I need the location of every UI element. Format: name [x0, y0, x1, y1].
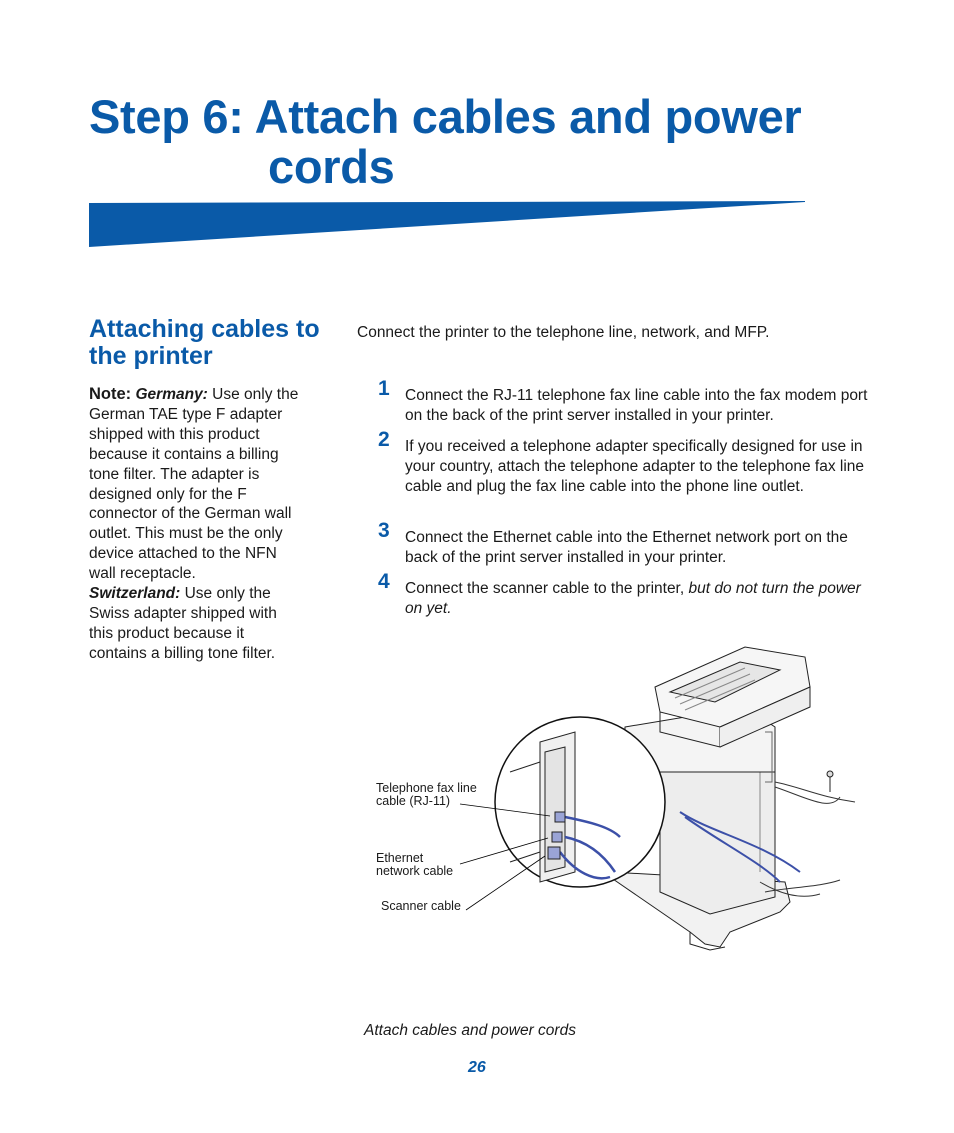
step-text: Connect the Ethernet cable into the Ethernet network port on the back of the print server installed in your printer. [405, 529, 848, 566]
step-text-italic: but do not turn the power on yet. [405, 580, 861, 617]
callout-scanner-cable: Scanner cable [381, 899, 461, 913]
switzerland-label: Switzerland: [89, 585, 181, 603]
step-text: If you received a telephone adapter specifically designed for use in your country, attach the telephone adapter to the telephone fax line cable and plug the fax line cable into the phone line outlet. [405, 438, 865, 495]
page-title [89, 92, 801, 192]
step-number: 2 [378, 428, 390, 451]
intro-text: Connect the printer to the telephone line, network, and MFP. [357, 324, 770, 341]
step-text [405, 579, 875, 619]
step-number: 1 [378, 377, 390, 400]
callout-ethernet-line-2: network cable [376, 864, 454, 878]
callout-ethernet-line-1: Ethernet [376, 851, 424, 865]
step-number: 4 [378, 570, 390, 593]
title-banner [89, 201, 809, 251]
step-text: Connect the RJ-11 telephone fax line cable into the fax modem port on the back of the print server installed in your printer. [405, 387, 868, 424]
note-block [89, 385, 304, 664]
title-line-1: Step 6: Attach cables and power [89, 90, 802, 143]
germany-label: Germany: [135, 386, 208, 403]
germany-text: Use only the German TAE type F adapter shipped with this product because it contains a billing tone filter. The adapter is designed only for the F connector of the German wall outlet. This must be the only device attached to the NFN wall receptacle. [89, 386, 299, 583]
step-number: 3 [378, 519, 390, 542]
title-line-2: cords [268, 140, 395, 193]
callout-fax-cable [376, 782, 477, 808]
callout-fax-line-1: Telephone fax line [376, 781, 477, 795]
switzerland-text: Use only the Swiss adapter shipped with this product because it contains a billing tone filter. [89, 585, 277, 662]
callout-fax-line-2: cable (RJ-11) [376, 794, 451, 808]
page-number: 26 [468, 1059, 486, 1076]
callout-ethernet-cable [376, 852, 453, 878]
section-heading: Attaching cables to the printer [89, 315, 320, 370]
step-text-plain: Connect the scanner cable to the printer, [405, 580, 689, 597]
note-label: Note: [89, 385, 132, 403]
figure-caption: Attach cables and power cords [364, 1022, 576, 1039]
